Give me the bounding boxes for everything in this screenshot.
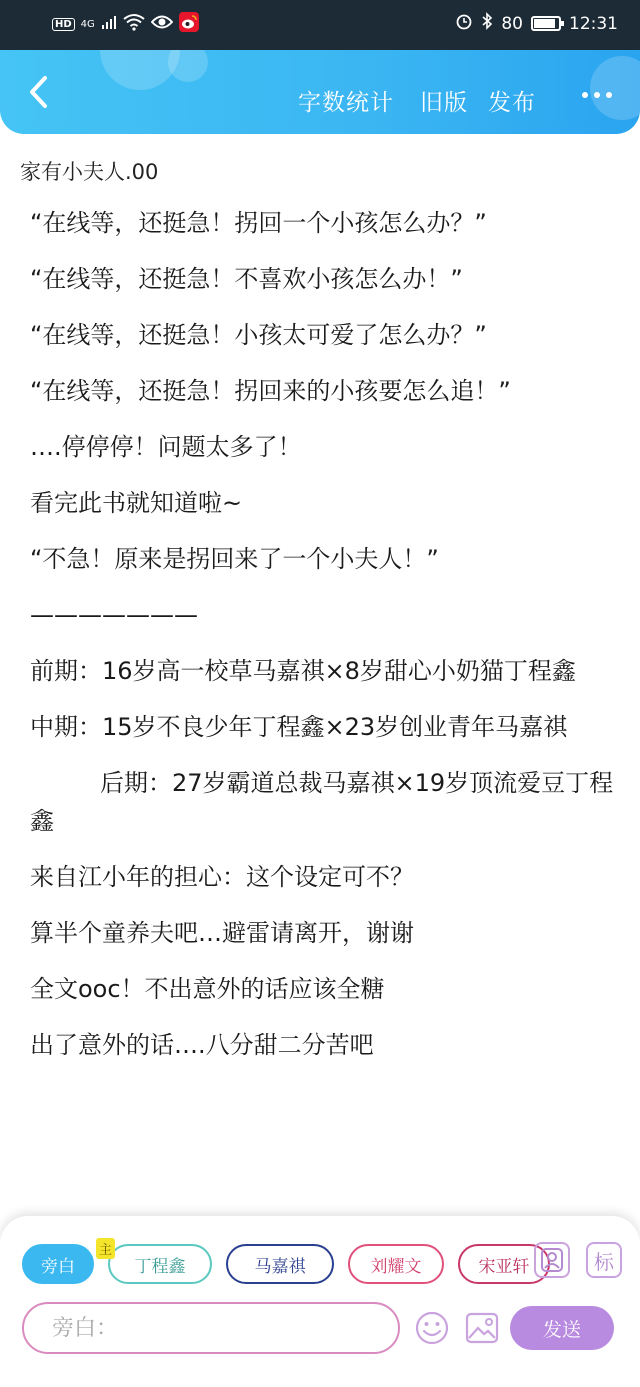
alarm-icon — [455, 12, 473, 35]
dialogue-input[interactable] — [22, 1302, 400, 1354]
network-label: 4G — [80, 18, 95, 30]
bluetooth-icon — [481, 12, 493, 35]
status-time: 12:31 — [569, 13, 618, 34]
character-chip-label: 丁程鑫 — [134, 1256, 186, 1277]
send-button[interactable]: 发送 — [510, 1306, 614, 1350]
character-chips — [22, 1244, 550, 1284]
character-chip-narrator[interactable]: 旁白 — [22, 1244, 94, 1284]
battery-fill — [534, 19, 555, 28]
old-version-button[interactable]: 旧版 — [420, 90, 468, 116]
publish-button[interactable]: 发布 — [488, 90, 536, 116]
chevron-left-icon — [27, 75, 49, 109]
smiley-icon — [414, 1310, 450, 1346]
more-dot — [594, 92, 600, 98]
status-left — [52, 12, 199, 36]
app-header — [0, 50, 640, 134]
character-chip-ma[interactable]: 马嘉祺 — [226, 1244, 334, 1284]
main-character-tag: 主 — [96, 1238, 115, 1259]
signal-icon — [101, 14, 117, 34]
story-paragraph: 后期：27岁霸道总裁马嘉祺×19岁顶流爱豆丁程鑫 — [30, 769, 614, 835]
decor-bubble — [168, 50, 208, 82]
status-bar — [0, 0, 640, 50]
story-paragraph: “在线等，还挺急！拐回来的小孩要怎么追！” — [30, 377, 511, 405]
story-paragraph: “在线等，还挺急！小孩太可爱了怎么办？” — [30, 321, 487, 349]
status-right — [455, 12, 618, 35]
wifi-icon — [123, 13, 145, 35]
story-paragraph: 来自江小年的担心：这个设定可不？ — [30, 863, 414, 891]
more-dot — [606, 92, 612, 98]
story-editor[interactable] — [0, 134, 640, 1218]
battery-percent: 80 — [501, 13, 523, 34]
character-chip-liu[interactable]: 刘耀文 — [348, 1244, 444, 1284]
emoji-button[interactable] — [414, 1310, 450, 1346]
decor-bubble — [590, 56, 640, 120]
story-paragraph: ….停停停！问题太多了！ — [30, 433, 302, 461]
story-paragraph: 出了意外的话….八分甜二分苦吧 — [30, 1031, 374, 1059]
story-paragraph: “不急！原来是拐回来了一个小夫人！” — [30, 545, 439, 573]
back-button[interactable] — [18, 72, 58, 112]
story-paragraph: 全文ooc！不出意外的话应该全糖 — [30, 975, 385, 1003]
story-paragraph: “在线等，还挺急！不喜欢小孩怎么办！” — [30, 265, 463, 293]
person-card-icon — [539, 1247, 565, 1273]
input-row — [22, 1302, 622, 1354]
story-text[interactable] — [30, 186, 620, 1064]
author-name: 家有小夫人.00 — [20, 160, 159, 184]
hd-badge: HD — [52, 18, 75, 31]
character-chip-song[interactable]: 宋亚轩 — [458, 1244, 550, 1284]
battery-icon — [531, 16, 561, 31]
story-paragraph: 中期：15岁不良少年丁程鑫×23岁创业青年马嘉祺 — [30, 713, 568, 741]
more-menu-button[interactable] — [582, 92, 612, 98]
mark-label: 标 — [594, 1249, 614, 1274]
story-paragraph: 算半个童养夫吧…避雷请离开，谢谢 — [30, 919, 414, 947]
mark-button[interactable] — [586, 1242, 622, 1278]
word-count-button[interactable]: 字数统计 — [298, 90, 394, 116]
story-paragraph: 前期：16岁高一校草马嘉祺×8岁甜心小奶猫丁程鑫 — [30, 657, 576, 685]
eye-icon — [151, 14, 173, 34]
image-button[interactable] — [464, 1310, 500, 1346]
weibo-icon — [179, 12, 199, 36]
composer-panel — [0, 1216, 640, 1387]
character-chip-ding[interactable] — [99, 1243, 212, 1284]
divider-line: ——————— — [30, 601, 198, 629]
more-dot — [582, 92, 588, 98]
add-character-button[interactable] — [534, 1242, 570, 1278]
story-paragraph: “在线等，还挺急！拐回一个小孩怎么办？” — [30, 209, 487, 237]
image-icon — [464, 1310, 500, 1346]
story-paragraph: 看完此书就知道啦~ — [30, 489, 243, 517]
